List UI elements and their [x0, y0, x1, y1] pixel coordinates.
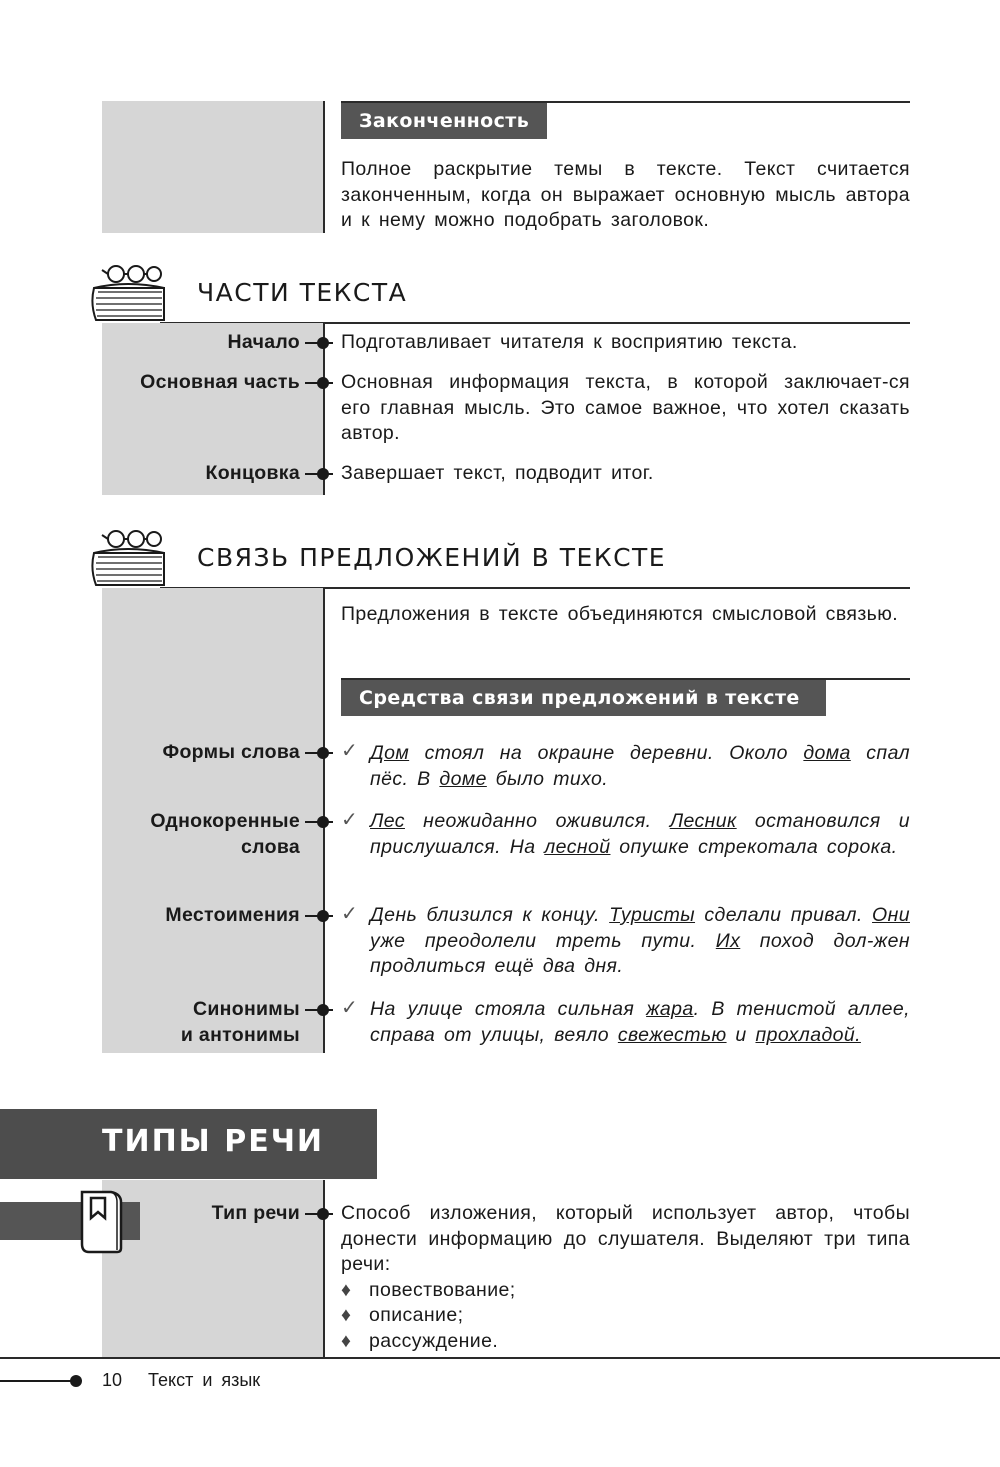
page-number: 10	[102, 1370, 123, 1390]
links-label-synonyms: Синонимы и антонимы	[180, 998, 300, 1046]
example-synonyms: На улице стояла сильная жара. В тенистой аллее, справа от улицы, веяло свежестью и прохладой.	[370, 998, 910, 1046]
speech-text: Способ изложения, который использует автор, чтобы донести информацию до слушателя. Выделяют три типа речи: ♦ повествование; ♦ описание; ♦ рассуждение.	[341, 1201, 910, 1354]
connector-dot	[305, 336, 333, 350]
list-item: ♦ описание;	[341, 1303, 910, 1329]
speech-banner-title: ТИПЫ РЕЧИ	[102, 1124, 325, 1159]
parts-text-end: Завершает текст, подводит итог.	[341, 462, 654, 484]
links-label-forms: Формы слова	[162, 741, 300, 763]
connector-dot	[305, 746, 333, 760]
example-sameroot: Лес неожиданно оживился. Лесник остановился и прислушался. На лесной опушке стрекотала сорока.	[370, 810, 910, 858]
connector-dot	[305, 376, 333, 390]
example-forms: Дом стоял на окраине деревни. Около дома спал пёс. В доме было тихо.	[370, 742, 910, 790]
parts-label-main: Основная часть	[140, 371, 300, 393]
list-item: ♦ рассуждение.	[341, 1329, 910, 1355]
bookmark-book-icon	[79, 1188, 125, 1256]
book-with-glasses-icon	[88, 527, 170, 589]
check-icon: ✓	[341, 903, 358, 925]
connector-dot	[305, 909, 333, 923]
connector-dot	[305, 467, 333, 481]
parts-label-start: Начало	[227, 331, 300, 353]
parts-text-main: Основная информация текста, в которой заключает-ся его главная мысль. Это самое важное, что хотел сказать автор.	[341, 371, 910, 444]
completeness-text: Полное раскрытие темы в тексте. Текст считается законченным, когда он выражает основную мысль автора и к нему можно подобрать заголовок.	[341, 158, 910, 231]
check-icon: ✓	[341, 809, 358, 831]
check-icon: ✓	[341, 997, 358, 1019]
footer-line	[0, 1380, 78, 1382]
parts-title: ЧАСТИ ТЕКСТА	[197, 278, 408, 307]
list-item: ♦ повествование;	[341, 1278, 910, 1304]
connector-dot	[305, 1003, 333, 1017]
diamond-bullet-icon: ♦	[341, 1329, 352, 1352]
connector-dot	[305, 1207, 333, 1221]
footer-dot	[70, 1375, 82, 1387]
connector-dot	[305, 815, 333, 829]
completeness-vertical-rule	[323, 101, 325, 233]
links-label-pronouns: Местоимения	[165, 904, 300, 926]
diamond-bullet-icon: ♦	[341, 1278, 352, 1301]
example-pronouns: День близился к концу. Туристы сделали привал. Они уже преодолели треть пути. Их поход дол-жен продлиться ещё два дня.	[370, 904, 910, 977]
completeness-gray-panel	[102, 101, 324, 233]
speech-label: Тип речи	[211, 1202, 300, 1224]
links-intro: Предложения в тексте объединяются смысловой связью.	[341, 603, 899, 625]
parts-text-start: Подготавливает читателя к восприятию текста.	[341, 331, 798, 353]
footer-section: Текст и язык	[148, 1370, 261, 1390]
parts-label-end: Концовка	[205, 462, 300, 484]
diamond-bullet-icon: ♦	[341, 1304, 352, 1326]
links-tag: Средства связи предложений в тексте	[341, 680, 826, 716]
check-icon: ✓	[341, 740, 358, 762]
completeness-tag: Законченность	[341, 103, 547, 139]
links-label-sameroot: Однокоренные слова	[150, 810, 300, 858]
links-title: СВЯЗЬ ПРЕДЛОЖЕНИЙ В ТЕКСТЕ	[197, 543, 667, 572]
book-with-glasses-icon	[88, 262, 170, 324]
speech-bottom-rule	[0, 1357, 1000, 1359]
